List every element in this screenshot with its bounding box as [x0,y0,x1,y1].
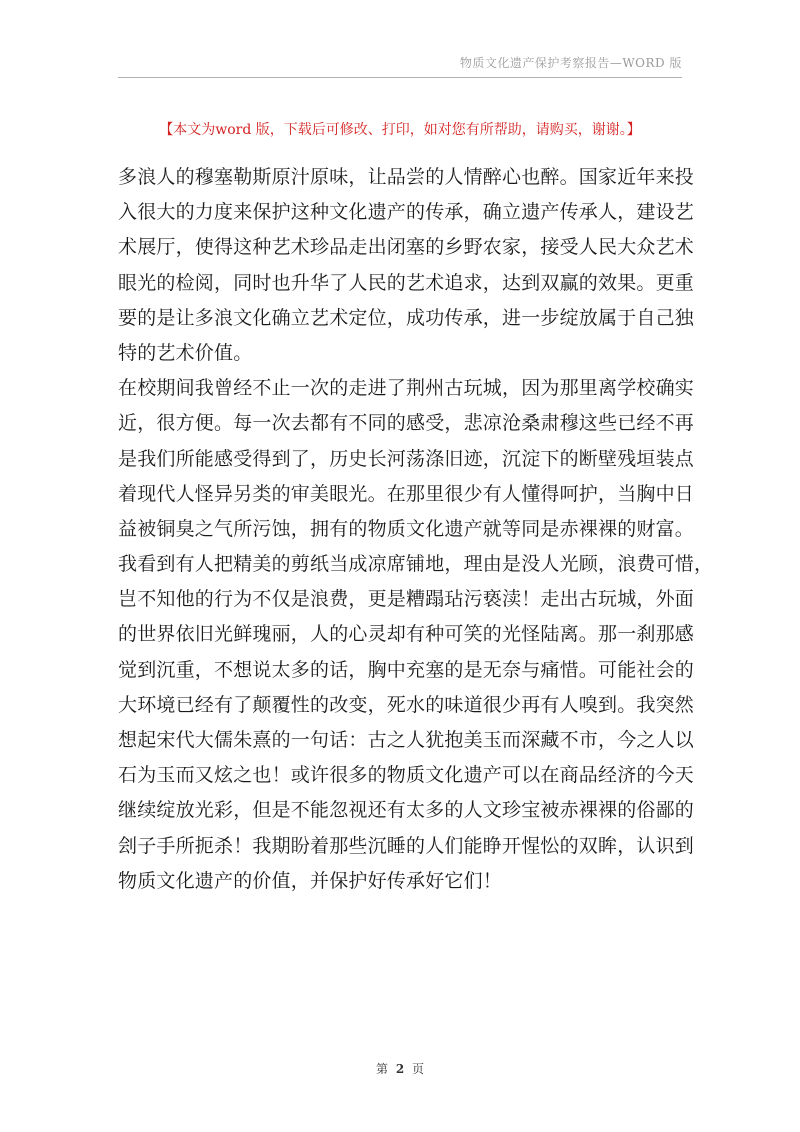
page-footer [0,1060,800,1077]
text-line: 近，很方便。每一次去都有不同的感受，悲凉沧桑肃穆这些已经不再 [118,412,695,435]
text-line: 大环境已经有了颠覆性的改变，死水的味道很少再有人嗅到。我突然 [118,693,695,716]
page-header-title: 物质文化遗产保护考察报告—WORD 版 [459,56,682,70]
page-label-prefix: 第 [375,1062,388,1076]
page-label-suffix: 页 [412,1062,425,1076]
text-line: 岂不知他的行为不仅是浪费，更是糟蹋玷污亵渎！走出古玩城，外面 [118,588,695,611]
paragraph-2 [118,371,714,899]
text-line: 要的是让多浪文化确立艺术定位，成功传承，进一步绽放属于自己独 [118,306,695,329]
text-line: 在校期间我曾经不止一次的走进了荆州古玩城，因为那里离学校确实 [118,377,695,400]
text-line: 我看到有人把精美的剪纸当成凉席铺地，理由是没人光顾，浪费可惜， [118,553,714,576]
paragraph-1 [118,160,695,371]
text-line: 石为玉而又炫之也！或许很多的物质文化遗产可以在商品经济的今天 [118,764,695,787]
text-line: 物质文化遗产的价值，并保护好传承好它们！ [118,869,503,892]
document-body [118,160,714,899]
text-line: 入很大的力度来保护这种文化遗产的传承，确立遗产传承人，建设艺 [118,201,695,224]
text-line: 特的艺术价值。 [118,341,253,364]
text-line: 刽子手所扼杀！我期盼着那些沉睡的人们能睁开惺忪的双眸，认识到 [118,834,695,857]
text-line: 的世界依旧光鲜瑰丽，人的心灵却有种可笑的光怪陆离。那一刹那感 [118,623,695,646]
text-line: 是我们所能感受得到了，历史长河荡涤旧迹，沉淀下的断壁残垣装点 [118,447,695,470]
text-line: 觉到沉重，不想说太多的话，胸中充塞的是无奈与痛惜。可能社会的 [118,658,695,681]
purchase-notice: 【本文为word 版，下载后可修改、打印，如对您有所帮助，请购买，谢谢。】 [159,122,641,138]
text-line: 眼光的检阅，同时也升华了人民的艺术追求，达到双赢的效果。更重 [118,271,695,294]
page-number: 2 [395,1062,405,1076]
text-line: 继续绽放光彩，但是不能忽视还有太多的人文珍宝被赤裸裸的俗鄙的 [118,799,695,822]
text-line: 想起宋代大儒朱熹的一句话：古之人犹抱美玉而深藏不市，今之人以 [118,729,695,751]
text-line: 益被铜臭之气所污蚀，拥有的物质文化遗产就等同是赤裸裸的财富。 [118,517,695,540]
text-line: 多浪人的穆塞勒斯原汁原味，让品尝的人情醉心也醉。国家近年来投 [118,166,695,188]
text-line: 术展厅，使得这种艺术珍品走出闭塞的乡野农家，接受人民大众艺术 [118,236,695,259]
text-line: 着现代人怪异另类的审美眼光。在那里很少有人懂得呵护，当胸中日 [118,482,695,505]
header-divider [118,77,682,78]
